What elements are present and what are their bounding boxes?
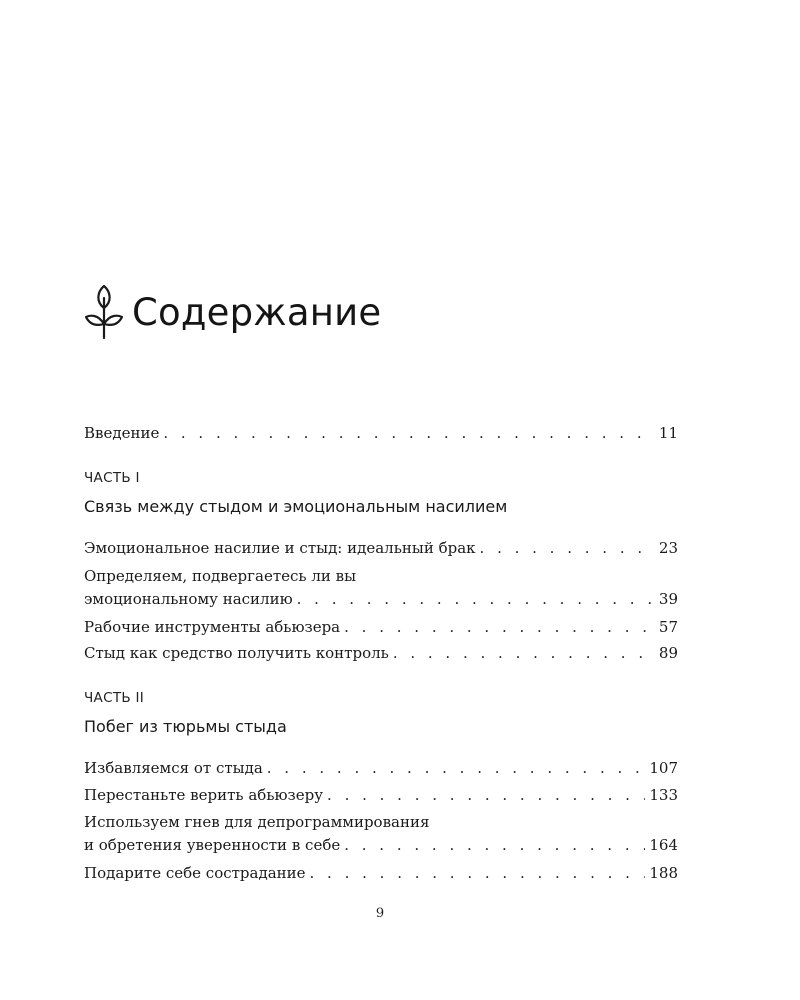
part-title: Связь между стыдом и эмоциональным насилием [84,497,508,516]
toc-page-number: 164 [649,836,678,854]
toc-entry-label: Стыд как средство получить контроль [84,644,389,662]
toc-entry-label-line1: Используем гнев для депрограммирования [84,813,430,831]
contents-heading [84,284,381,340]
toc-page-number: 89 [658,644,678,662]
toc-entry-label-line2: и обретения уверенности в себе [84,836,341,854]
toc-entry [84,618,678,642]
dot-leader [344,836,645,854]
toc-entry-last-line [84,590,678,614]
part-label: ЧАСТЬ I [84,470,140,486]
dot-leader [267,759,646,777]
toc-entry-label-line1: Определяем, подвергаетесь ли вы [84,567,357,585]
toc-entry [84,864,678,888]
toc-entry [84,813,678,860]
toc-entry [84,539,678,563]
toc-page-number: 23 [658,539,678,557]
toc-page-number: 188 [649,864,678,882]
dot-leader [480,539,655,557]
toc-entry-label: Избавляемся от стыда [84,759,263,777]
toc-page-number: 133 [649,786,678,804]
toc-entry [84,567,678,614]
part-title: Побег из тюрьмы стыда [84,717,287,736]
toc-page-number: 39 [658,590,678,608]
toc-entry-last-line [84,836,678,860]
dot-leader [393,644,655,662]
dot-leader [163,424,655,442]
toc-entry-label: Перестаньте верить абьюзеру [84,786,324,804]
dot-leader [344,618,655,636]
dot-leader [310,864,646,882]
toc-entry [84,759,678,783]
toc-entry-label-line2: эмоциональному насилию [84,590,293,608]
toc-entry-label: Рабочие инструменты абьюзера [84,618,341,636]
table-of-contents [84,424,678,888]
toc-page-number: 57 [658,618,678,636]
part-label: ЧАСТЬ II [84,690,145,706]
toc-entry-label: Эмоциональное насилие и стыд: идеальный брак [84,539,476,557]
toc-entry [84,644,678,668]
dot-leader [327,786,645,804]
toc-entry-label: Подарите себе сострадание [84,864,306,882]
toc-entry-intro [84,424,678,448]
dot-leader [297,590,655,608]
page-title: Содержание [132,290,382,334]
toc-entry-label: Введение [84,424,160,442]
toc-page-number: 107 [649,759,678,777]
toc-page-number: 11 [658,424,678,442]
leaf-sprig-icon [84,284,124,340]
toc-entry [84,786,678,810]
page-number-footer: 9 [375,906,385,921]
